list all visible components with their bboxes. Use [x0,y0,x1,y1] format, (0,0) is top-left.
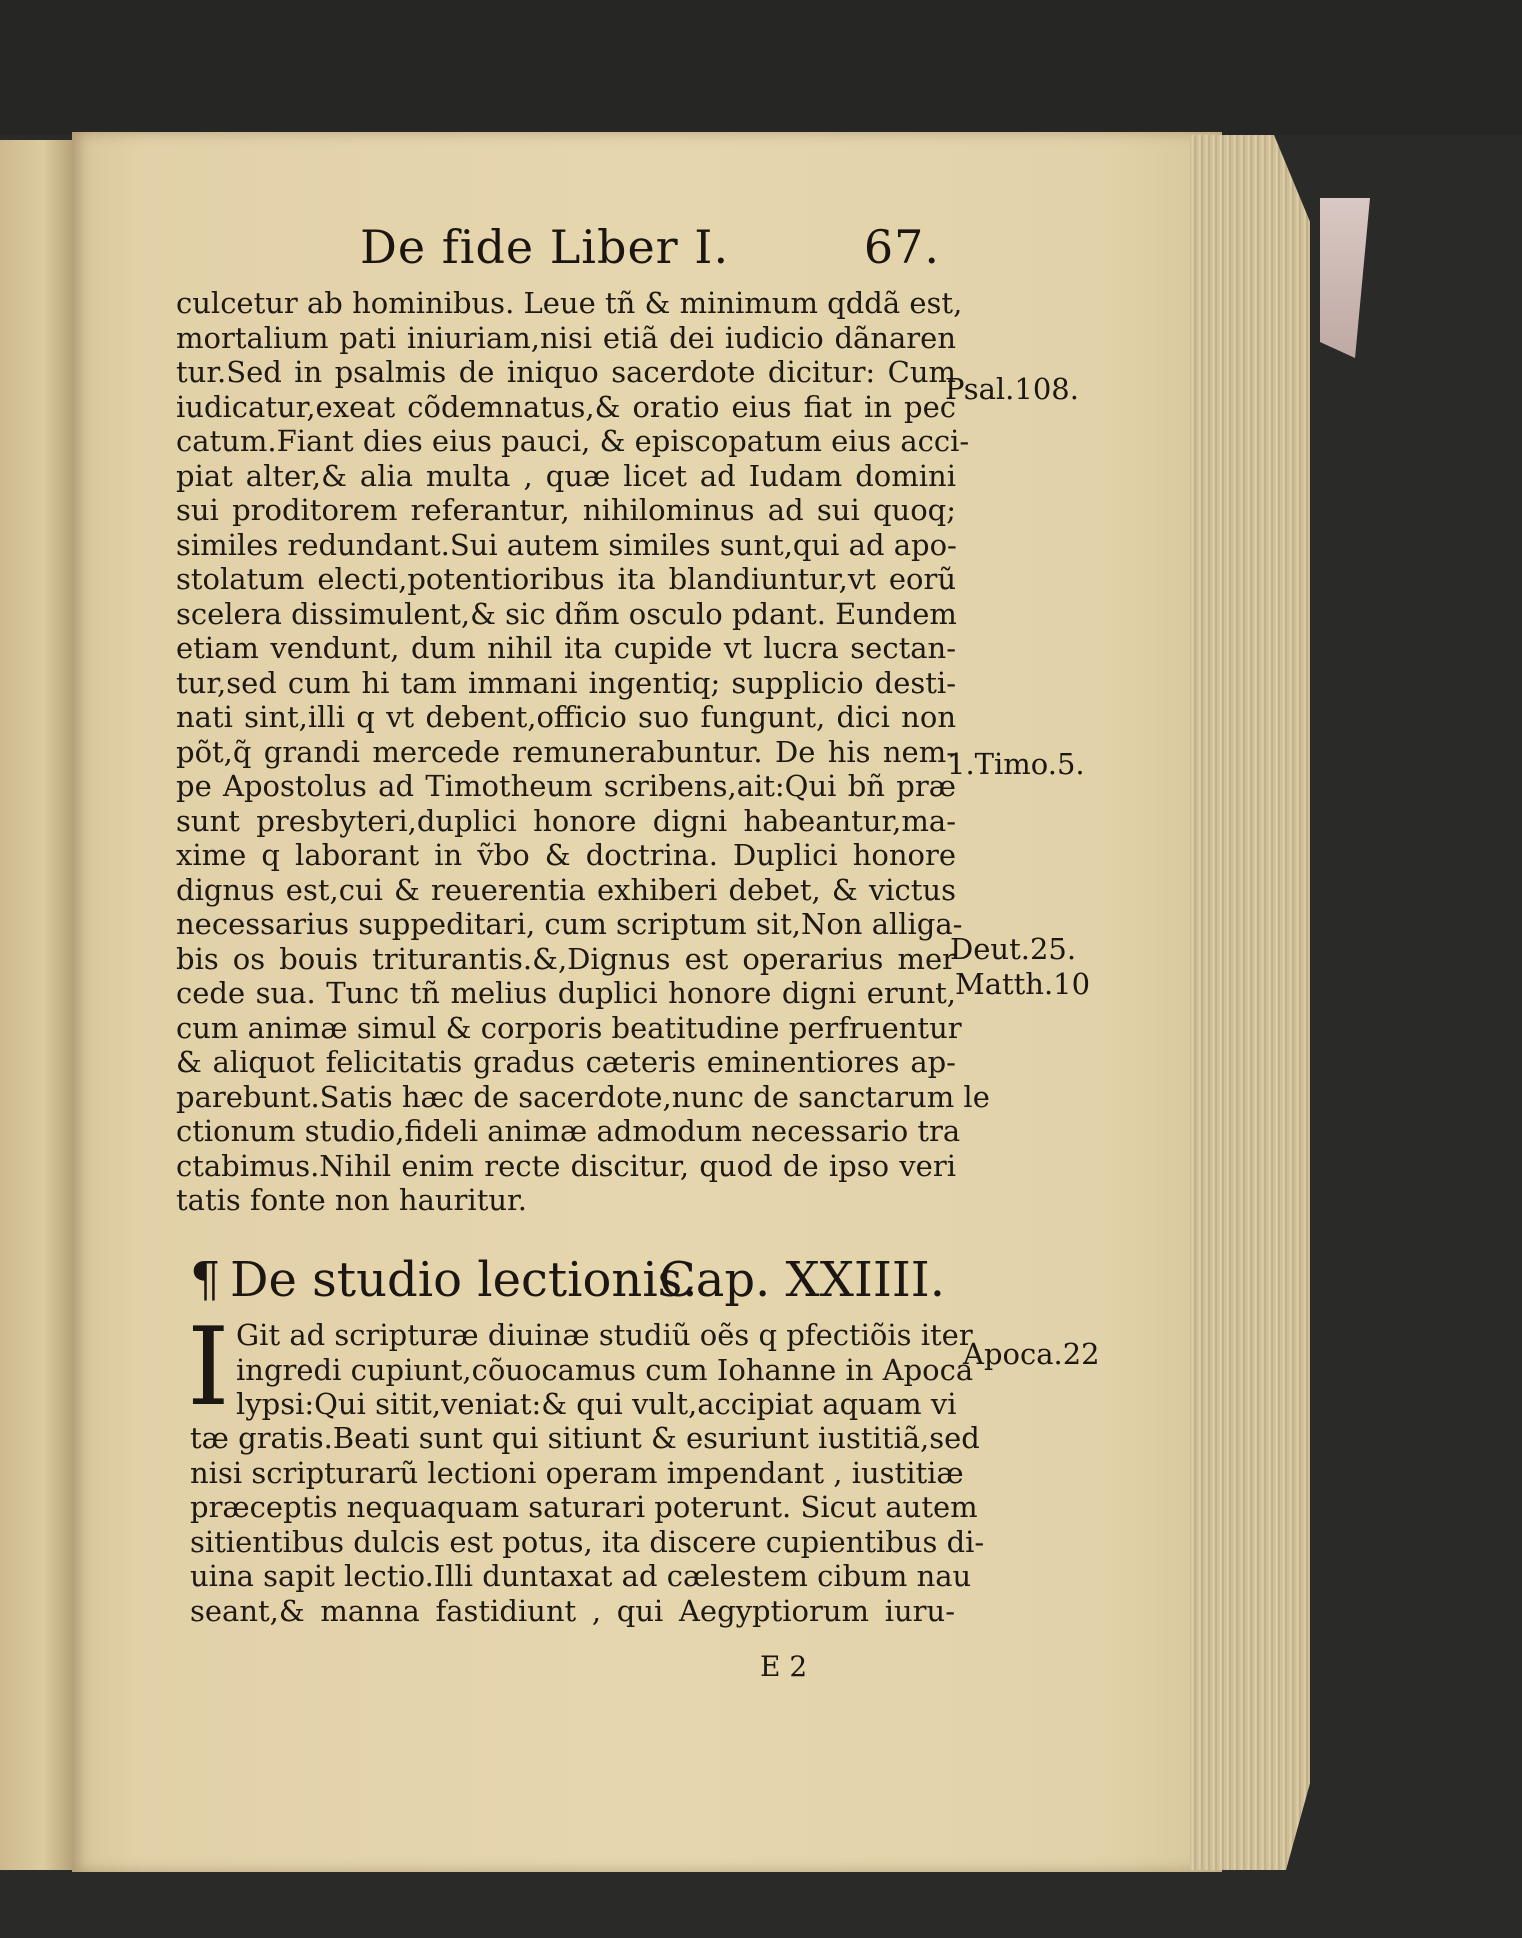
chapter-title: De studio lectionis. [230,1252,698,1308]
chapter-text-indented [236,1318,974,1422]
text-line: stolatum electi,potentioribus ita blandiuntur,vt eorũ [176,562,956,596]
signature-mark: E 2 [760,1650,808,1683]
text-line: sui proditorem referantur, nihilominus ad sui quoq; [176,493,956,527]
text-line: culcetur ab hominibus. Leue tñ & minimum qddã est, [176,286,963,320]
text-line: dignus est,cui & reuerentia exhiberi debet, & victus [176,872,956,907]
text-line: põt,q̃ grandi mercede remunerabuntur. De his nem- [176,734,956,769]
text-line: & aliquot felicitatis gradus cæteris eminentiores ap- [176,1045,956,1079]
marginal-note: Deut.25. [950,932,1077,966]
text-line: sitientibus dulcis est potus, ita discere cupientibus di- [190,1524,985,1559]
body-text [176,286,990,1218]
text-line: nisi scripturarũ lectioni operam impendant , iustitiæ [190,1455,964,1490]
text-line: tur,sed cum hi tam immani ingentiq; supplicio desti- [176,665,956,700]
text-line: tatis fonte non hauritur. [176,1183,527,1217]
text-line: uina sapit lectio.Illi duntaxat ad cælestem cibum nau [190,1559,972,1593]
text-line: nati sint,illi q vt debent,officio suo fungunt, dici non [176,700,956,734]
text-line: seant,& manna fastidiunt , qui Aegyptiorum iuru- [190,1593,955,1628]
text-line: ctionum studio,fideli animæ admodum necessario tra [176,1114,961,1148]
text-line: iudicatur,exeat cõdemnatus,& oratio eius fiat in pec [176,389,956,424]
page-number: 67. [863,220,940,274]
chapter-text [190,1421,985,1628]
text-line: etiam vendunt, dum nihil ita cupide vt lucra sectan- [176,631,956,665]
chapter-number: Cap. XXIIII. [658,1252,945,1308]
text-line: præceptis nequaquam saturari poterunt. Sicut autem [190,1490,978,1524]
text-line: ingredi cupiunt,cõuocamus cum Iohanne in Apoca [236,1352,974,1387]
text-line: tæ gratis.Beati sunt qui sitiunt & esuriunt iustitiã,sed [190,1421,980,1455]
text-line: Git ad scripturæ diuinæ studiũ oẽs q pfectiõis iter [236,1318,973,1352]
text-line: cede sua. Tunc tñ melius duplici honore digni erunt, [176,976,956,1010]
text-line: mortalium pati iniuriam,nisi etiã dei iudicio dãnaren [176,320,956,355]
pilcrow-mark: ¶ [190,1252,221,1308]
marginal-note: Apoca.22 [963,1337,1100,1371]
page-edges [1190,135,1310,1870]
text-line: parebunt.Satis hæc de sacerdote,nunc de sanctarum le [176,1079,990,1114]
text-line: cum animæ simul & corporis beatitudine perfruentur [176,1010,962,1045]
bookmark-ribbon [1320,198,1370,358]
text-line: necessarius suppeditari, cum scriptum sit,Non alliga- [176,907,963,941]
drop-capital: I [187,1305,230,1430]
text-line: catum.Fiant dies eius pauci, & episcopatum eius acci- [176,424,970,458]
text-line: piat alter,& alia multa , quæ licet ad Iudam domini [176,458,956,493]
background-top [0,0,1522,135]
marginal-note: Matth.10 [955,967,1091,1001]
chapter-heading [190,1252,945,1312]
text-line: tur.Sed in psalmis de iniquo sacerdote dicitur: Cum [176,355,956,389]
text-line: sunt presbyteri,duplici honore digni habeantur,ma- [176,803,956,838]
left-page-edge [0,140,74,1870]
text-line: ctabimus.Nihil enim recte discitur, quod de ipso veri [176,1148,956,1183]
text-line: scelera dissimulent,& sic dñm osculo pdant. Eundem [176,596,957,631]
text-line: bis os bouis triturantis.&,Dignus est operarius mer [176,941,956,976]
text-line: pe Apostolus ad Timotheum scribens,ait:Qui bñ præ [176,769,956,803]
marginal-note: 1.Timo.5. [947,747,1085,781]
running-header [360,220,940,280]
text-line: lypsi:Qui sitit,veniat:& qui vult,accipiat aquam vi [236,1387,957,1421]
running-title: De fide Liber I. [360,220,730,274]
text-line: xime q laborant in ṽbo & doctrina. Duplici honore [176,838,956,872]
marginal-note: Psal.108. [945,372,1079,406]
text-line: similes redundant.Sui autem similes sunt,qui ad apo- [176,527,957,562]
